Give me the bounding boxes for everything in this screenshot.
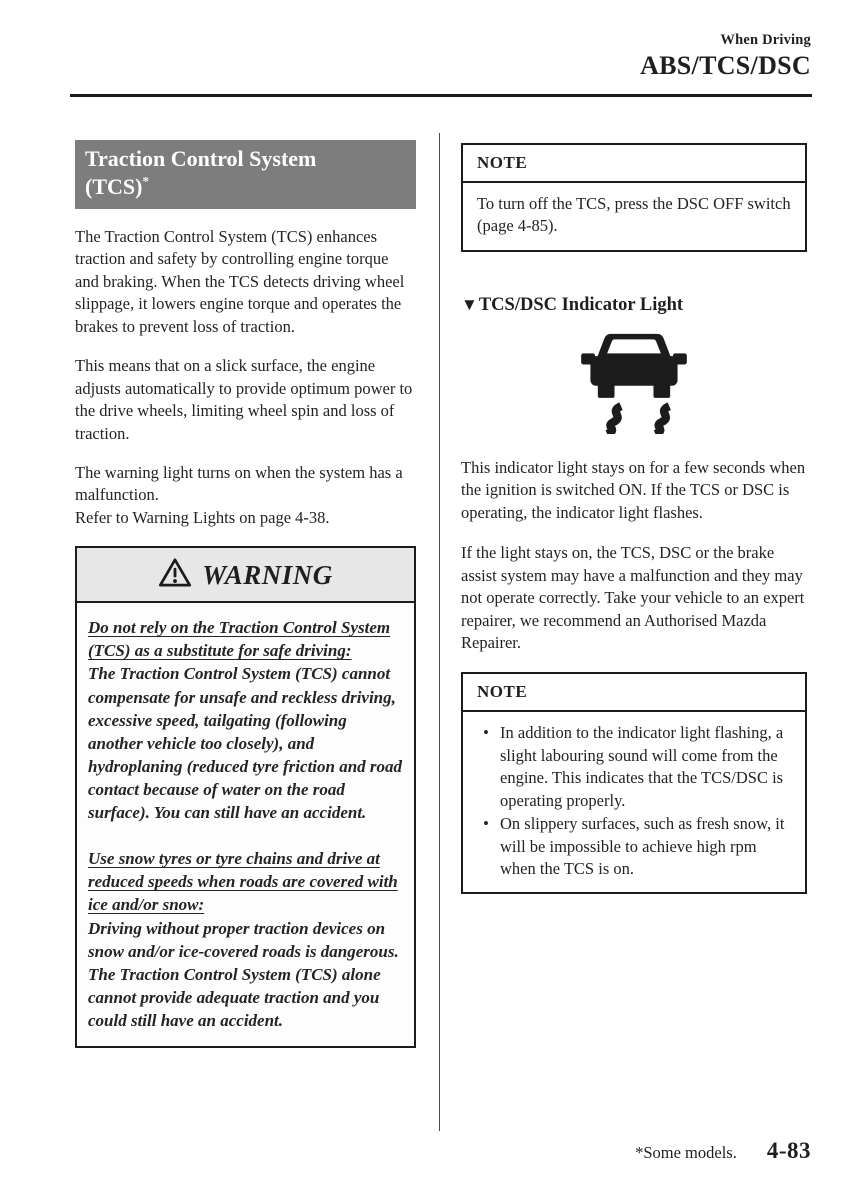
section-title xyxy=(75,140,416,209)
warning-section-snow-tyres xyxy=(88,847,403,1032)
warning-light-paragraph xyxy=(75,462,416,529)
bullet-icon: • xyxy=(483,814,489,834)
warning-box-body xyxy=(77,603,414,1046)
warning-section-heading: Use snow tyres or tyre chains and drive at reduced speeds when roads are covered with ice and/or snow: xyxy=(88,849,398,915)
tcs-behavior-paragraph: This means that on a slick surface, the engine adjusts automatically to provide optimum power to the drive wheels, limiting wheel spin and loss of traction. xyxy=(75,356,413,443)
indicator-light-section-heading xyxy=(461,295,807,316)
warning-label: WARNING xyxy=(202,560,333,591)
indicator-ignition-paragraph: This indicator light stays on for a few seconds when the ignition is switched ON. If the TCS or DSC is operating, the indicator light flashes. xyxy=(461,457,806,522)
page-footer xyxy=(635,1138,811,1164)
section-marker-triangle-icon: ▼ xyxy=(461,294,478,314)
some-models-footnote: *Some models. xyxy=(635,1143,737,1162)
warning-section-heading: Do not rely on the Traction Control System (TCS) as a substitute for safe driving: xyxy=(88,618,391,661)
indicator-heading-text: TCS/DSC Indicator Light xyxy=(478,294,684,315)
car-skid-indicator-icon xyxy=(578,332,690,434)
warning-light-line: The warning light turns on when the system has a malfunction. xyxy=(75,462,403,505)
bullet-text: On slippery surfaces, such as fresh snow, it will be impossible to achieve high rpm when the TCS is on. xyxy=(500,814,785,878)
header-rule xyxy=(70,94,812,97)
tcs-description-paragraph: The Traction Control System (TCS) enhances traction and safety by controlling engine torque and braking. When the TCS detects driving wheel slippage, it lowers engine torque and operates the brakes to prevent loss of traction. xyxy=(75,227,405,336)
warning-section-text: Driving without proper traction devices on snow and/or ice-covered roads is dangerous. The Traction Control System (TCS) alone cannot provide adequate traction and you could still have an accident. xyxy=(88,918,399,1030)
column-divider xyxy=(439,133,440,1131)
note-bullet-item xyxy=(477,813,791,880)
note-body xyxy=(463,712,805,892)
note-header: NOTE xyxy=(463,674,805,712)
note-box-operation xyxy=(461,672,807,894)
note-body: To turn off the TCS, press the DSC OFF switch (page 4-85). xyxy=(477,194,791,236)
header-eyebrow: When Driving xyxy=(720,32,811,48)
chapter-title: ABS/TCS/DSC xyxy=(640,51,811,80)
warning-box-header xyxy=(77,548,414,603)
warning-section-text: The Traction Control System (TCS) cannot compensate for unsafe and reckless driving, excessive speed, tailgating (following another vehicle too closely), and hydroplaning (reduced tyre friction and road contact because of water on the road surface). You can still have an accident. xyxy=(88,664,403,823)
bullet-icon: • xyxy=(483,723,489,743)
page-number: 4-83 xyxy=(766,1138,811,1163)
left-column xyxy=(75,140,416,1048)
section-title-line1: Traction Control System xyxy=(85,146,317,171)
note-bullet-item xyxy=(477,722,791,812)
bullet-text: In addition to the indicator light flashing, a slight labouring sound will come from the engine. This indicates that the TCS/DSC is operating properly. xyxy=(500,723,784,810)
warning-triangle-icon xyxy=(158,557,192,588)
note-box-dsc-off xyxy=(461,143,807,252)
some-models-asterisk: * xyxy=(142,173,149,189)
section-title-line2: (TCS) xyxy=(85,173,143,199)
indicator-malfunction-paragraph: If the light stays on, the TCS, DSC or the brake assist system may have a malfunction and they may not operate correctly. Take your vehicle to an expert repairer, we recommend an Authorised Mazda Repairer. xyxy=(461,543,805,652)
warning-light-reference: Refer to Warning Lights on page 4-38. xyxy=(75,507,330,527)
warning-box xyxy=(75,546,416,1048)
right-column xyxy=(461,143,807,894)
page-header xyxy=(640,32,811,81)
warning-section-substitute-driving xyxy=(88,616,403,824)
indicator-icon-wrap xyxy=(575,332,693,439)
note-header: NOTE xyxy=(463,145,805,183)
